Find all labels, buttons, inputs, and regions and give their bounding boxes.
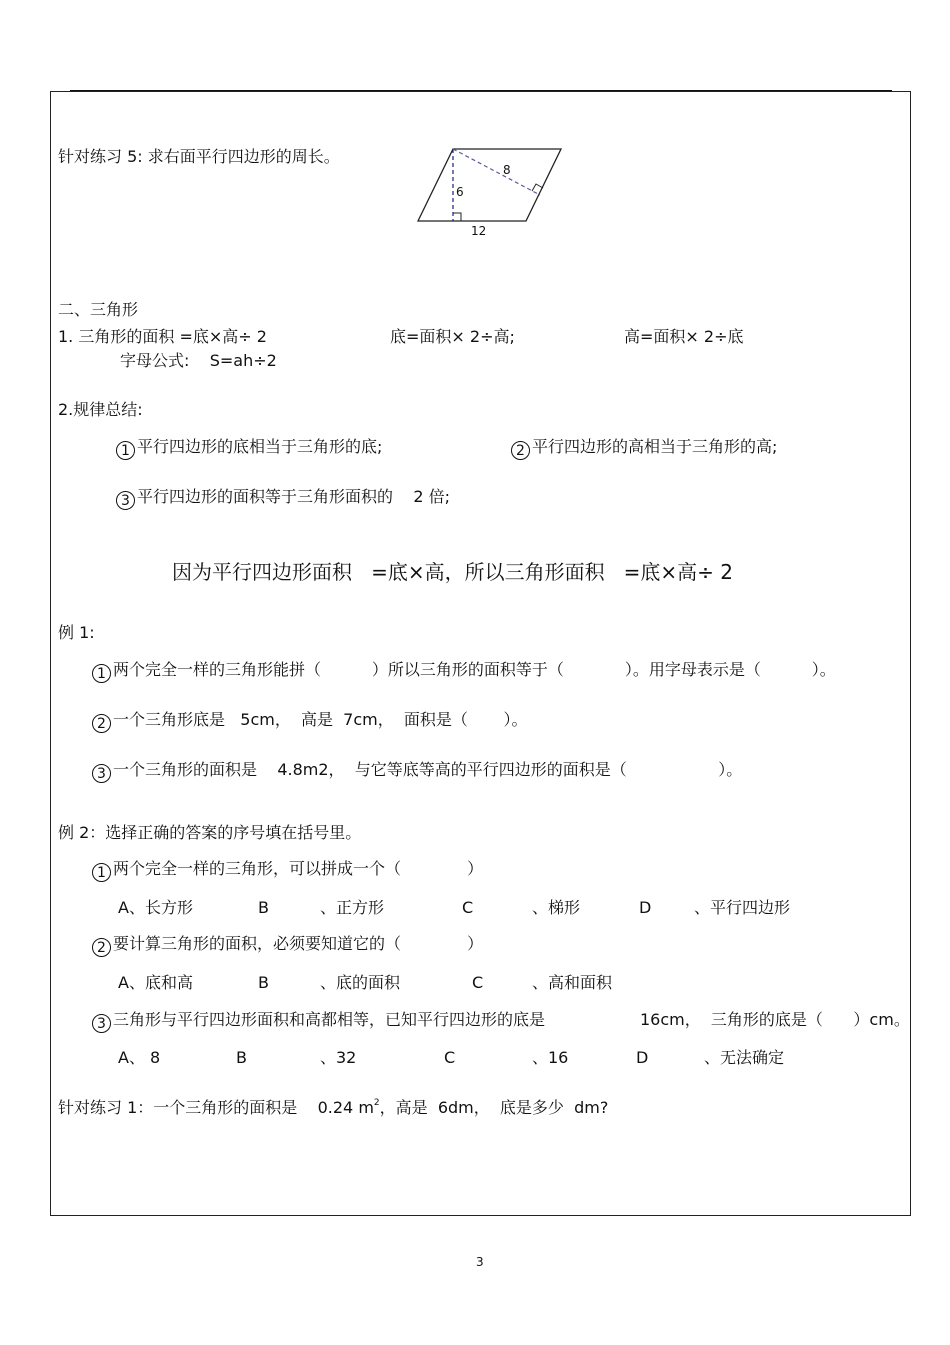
height-right-angle <box>453 213 461 221</box>
rule-2 <box>511 439 777 460</box>
option-c-text: 、梯形 <box>532 898 581 917</box>
example1-q2 <box>92 712 528 733</box>
page-number: 3 <box>476 1255 484 1269</box>
example1-q2-text: 一个三角形底是 5cm， 高是 7cm， 面积是（ ）。 <box>113 710 528 729</box>
conclusion: 因为平行四边形面积 =底×高，所以三角形面积 =底×高÷ 2 <box>172 560 734 584</box>
circled-number: 1 <box>92 664 111 683</box>
practice1-text-a: 针对练习 1：一个三角形的面积是 0.24 m <box>58 1098 374 1117</box>
fig-label-6: 6 <box>456 185 464 199</box>
option-b-text: 、底的面积 <box>320 973 401 992</box>
example2-q3-text: 三角形与平行四边形面积和高都相等，已知平行四边形的底是 <box>113 1010 546 1029</box>
option-c: C <box>444 1048 456 1067</box>
circled-number: 3 <box>92 764 111 783</box>
option-b: B <box>258 973 269 992</box>
example2-q1 <box>92 861 483 882</box>
circled-number: 2 <box>511 441 530 460</box>
fig-label-12: 12 <box>471 224 487 238</box>
fig-label-8: 8 <box>503 163 511 177</box>
rule-3 <box>116 489 450 510</box>
option-c-text: 、高和面积 <box>532 973 613 992</box>
option-d-text: 、平行四边形 <box>694 898 791 917</box>
formula-area: 1. 三角形的面积 =底×高÷ 2 <box>58 327 267 346</box>
option-d-text: 、无法确定 <box>704 1048 785 1067</box>
circled-number: 2 <box>92 938 111 957</box>
circled-number: 1 <box>116 441 135 460</box>
circled-number: 1 <box>92 863 111 882</box>
letter-formula: 字母公式: S=ah÷2 <box>120 351 277 370</box>
option-b-text: 、正方形 <box>320 898 385 917</box>
example2-q2 <box>92 936 483 957</box>
option-d: D <box>639 898 652 917</box>
option-a: A、长方形 <box>118 898 193 917</box>
rule-2-text: 平行四边形的高相当于三角形的高; <box>532 437 778 456</box>
rule-1 <box>116 439 382 460</box>
example2-q3 <box>92 1012 545 1033</box>
practice1-text-b: ，高是 6dm， 底是多少 dm? <box>379 1098 609 1117</box>
example2-heading: 例 2：选择正确的答案的序号填在括号里。 <box>58 823 362 842</box>
option-a: A、底和高 <box>118 973 193 992</box>
side-height-line <box>453 149 540 195</box>
example2-q1-text: 两个完全一样的三角形，可以拼成一个（ ） <box>113 859 484 878</box>
rules-heading: 2.规律总结: <box>58 400 143 419</box>
parallelogram-shape <box>418 149 561 221</box>
practice5-label: 针对练习 5: 求右面平行四边形的周长。 <box>58 147 340 166</box>
circled-number: 3 <box>92 1014 111 1033</box>
formula-base: 底=面积× 2÷高; <box>390 327 515 346</box>
example2-q3-value: 16cm， 三角形的底是（ ）cm。 <box>640 1010 910 1029</box>
example1-q3-text: 一个三角形的面积是 4.8m2， 与它等底等高的平行四边形的面积是（ ）。 <box>113 760 743 779</box>
option-c: C <box>472 973 484 992</box>
example1-q1 <box>92 662 836 683</box>
circled-number: 2 <box>92 714 111 733</box>
section-heading: 二、三角形 <box>58 300 139 319</box>
rule-3-text: 平行四边形的面积等于三角形面积的 2 倍; <box>137 487 451 506</box>
option-c-text: 、16 <box>532 1048 569 1067</box>
option-a: A、 8 <box>118 1048 161 1067</box>
practice1-label <box>58 1100 608 1116</box>
practice1-superscript: 2 <box>373 1098 380 1108</box>
option-d: D <box>636 1048 649 1067</box>
example1-q3 <box>92 762 742 783</box>
example2-q2-text: 要计算三角形的面积，必须要知道它的（ ） <box>113 934 484 953</box>
circled-number: 3 <box>116 491 135 510</box>
rule-1-text: 平行四边形的底相当于三角形的底; <box>137 437 383 456</box>
parallelogram-figure <box>410 140 570 240</box>
option-c: C <box>462 898 474 917</box>
option-b: B <box>258 898 269 917</box>
formula-height: 高=面积× 2÷底 <box>624 327 744 346</box>
example1-q1-text: 两个完全一样的三角形能拼（ ）所以三角形的面积等于（ ）。用字母表示是（ ）。 <box>113 660 836 679</box>
option-b-text: 、32 <box>320 1048 357 1067</box>
example1-heading: 例 1: <box>58 623 95 642</box>
option-b: B <box>236 1048 247 1067</box>
